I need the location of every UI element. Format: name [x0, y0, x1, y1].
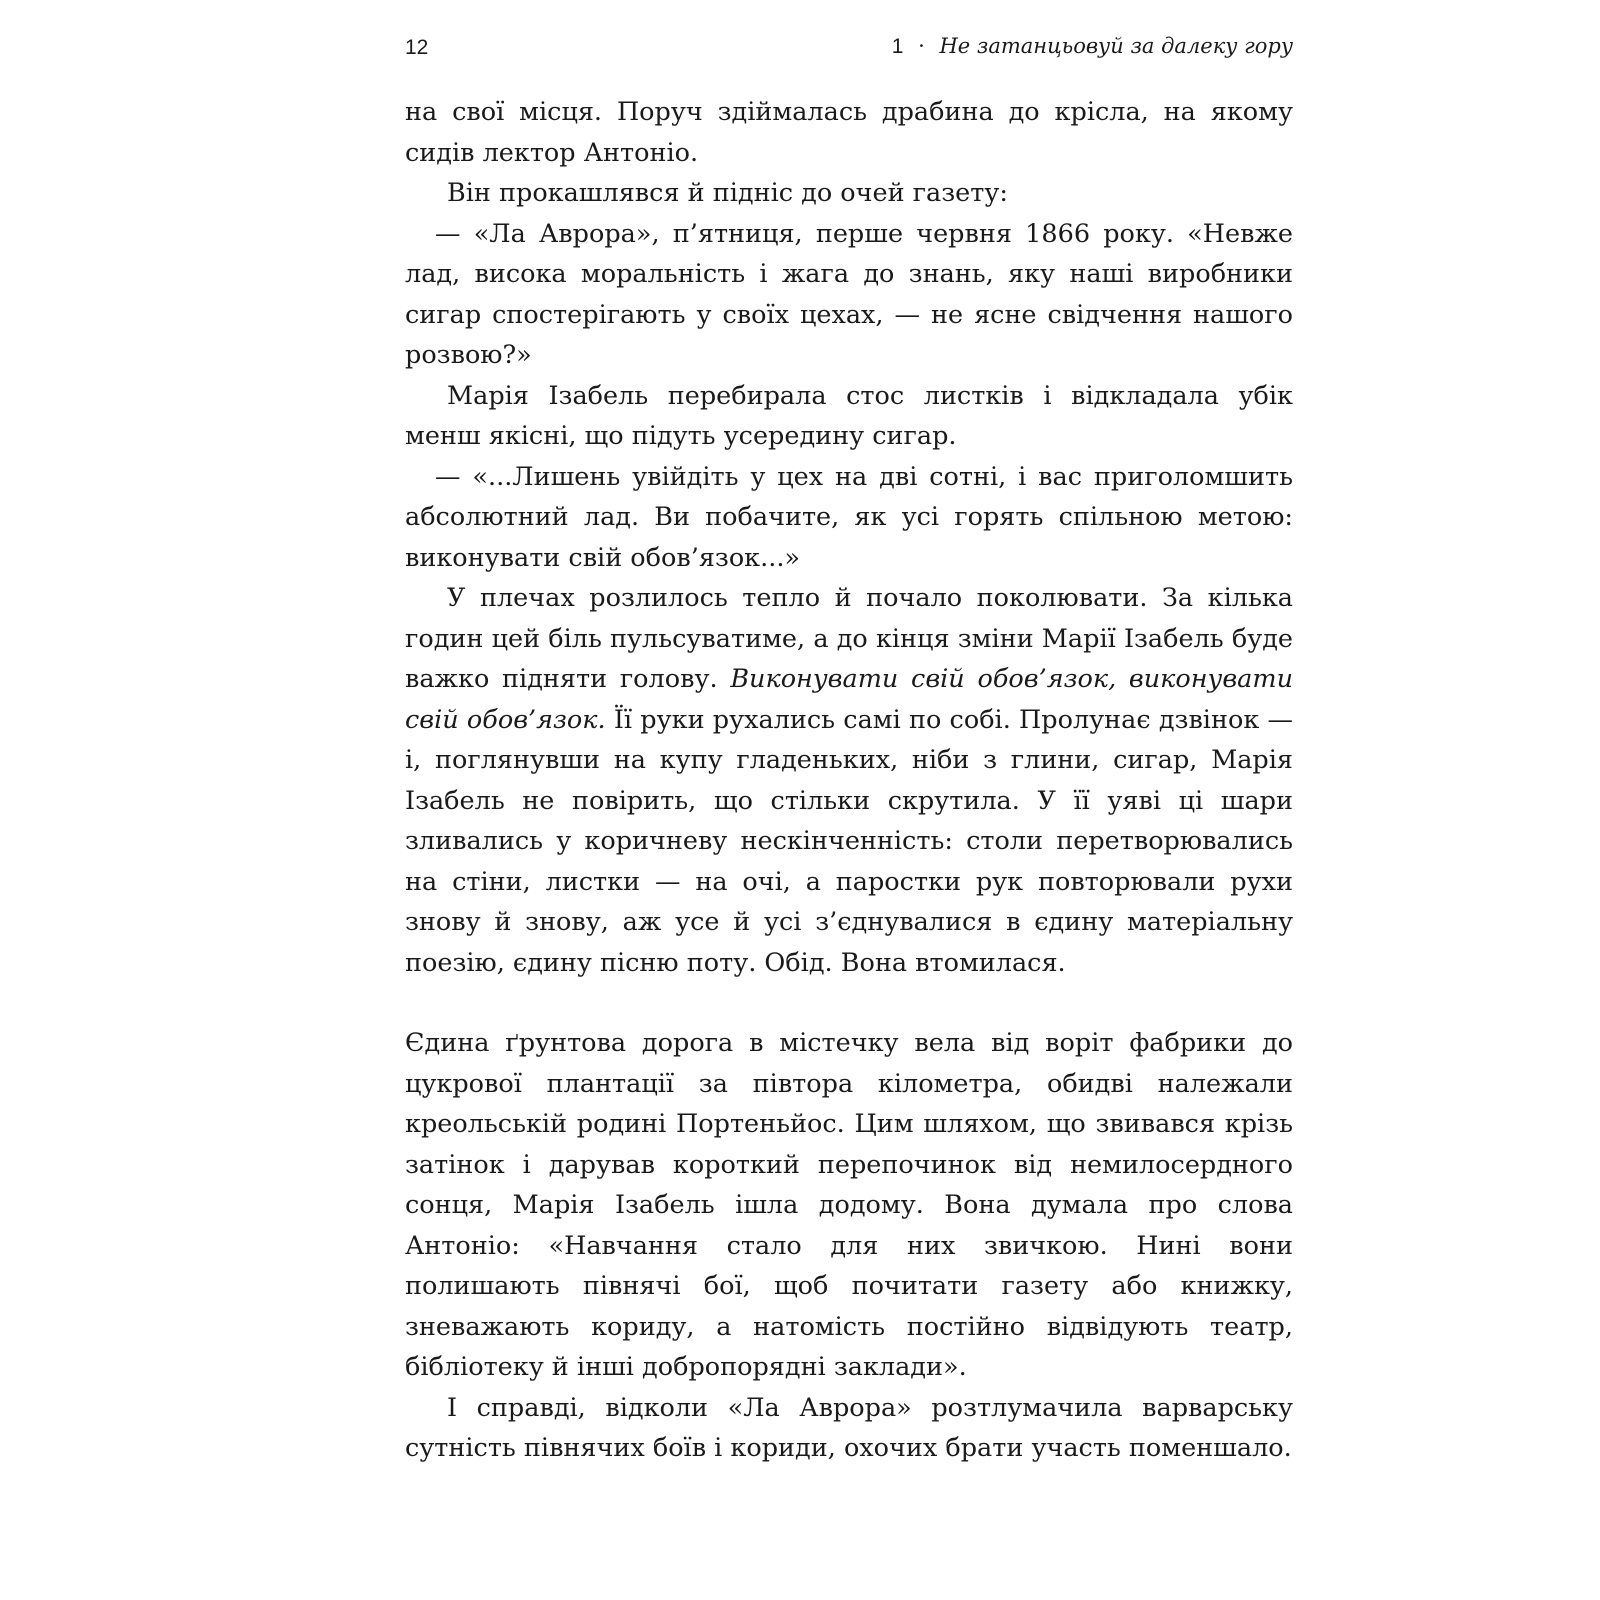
paragraph: І справді, відколи «Ла Аврора» розтлумачила варварську сутність півнячих боїв і кориди, охочих брати участь поменшало.	[405, 1392, 1293, 1463]
paragraph-text: У плечах розлилось тепло й почало поколювати. За кілька годин цей біль пульсуватиме, а до кінця зміни Марії Ізабель буде важко підняти голову.	[405, 583, 1293, 694]
chapter-separator: ·	[918, 34, 925, 58]
paragraph: на свої місця. Поруч здіймалась драбина до крісла, на якому сидів лектор Антоніо.	[405, 97, 1293, 168]
dialogue-paragraph: — «...Лишень увійдіть у цех на дві сотні, і вас приголомшить абсолютний лад. Ви побачите, як усі горять спільною метою: виконувати свій обов’язок...»	[405, 461, 1293, 573]
body-text	[405, 92, 1293, 1469]
italic-phrase: Виконувати свій обов’язок, виконувати свій обов’язок.	[405, 664, 1293, 735]
paragraph-text: Її руки рухались самі по собі. Пролунає дзвінок — і, поглянувши на купу гладеньких, ніби з глини, сигар, Марія Ізабель не повірить, що стільки скрутила. У її уяві ці шари зливались у коричневу нескінченність: столи перетворювались на стіни, листки — на очі, а паростки рук повторювали рухи знову й знову, аж усе й усі з’єднувалися в єдину матеріальну поезію, єдину пісню поту. Обід. Вона втомилася.	[405, 704, 1293, 978]
section-break	[405, 983, 1293, 1023]
paragraph: Він прокашлявся й підніс до очей газету:	[447, 178, 1008, 208]
running-head	[892, 34, 1293, 59]
paragraph	[405, 578, 1293, 983]
dialogue-paragraph: — «Ла Аврора», п’ятниця, перше червня 1866 року. «Невже лад, висока моральність і жага до знань, яку наші виробники сигар спостерігають у своїх цехах, — не ясне свідчення нашого розвою?»	[405, 218, 1293, 370]
paragraph: Марія Ізабель перебирала стос листків і відкладала убік менш якісні, що підуть усередину сигар.	[405, 380, 1293, 451]
chapter-title: Не затанцьовуй за далеку гору	[939, 34, 1293, 58]
paragraph: Єдина ґрунтова дорога в містечку вела від воріт фабрики до цукрової плантації за півтора кілометра, обидві належали креольській родині Портеньйос. Цим шляхом, що звивався крізь затінок і дарував короткий перепочинок від немилосердного сонця, Марія Ізабель ішла додому. Вона думала про слова Антоніо: «Навчання стало для них звичкою. Нині вони полишають півнячі бої, щоб почитати газету або книжку, зневажають кориду, а натомість постійно відвідують театр, бібліотеку й інші добропорядні заклади».	[405, 1028, 1293, 1382]
page-number: 12	[405, 36, 429, 59]
chapter-number: 1	[891, 35, 904, 58]
page-header	[405, 30, 1293, 66]
